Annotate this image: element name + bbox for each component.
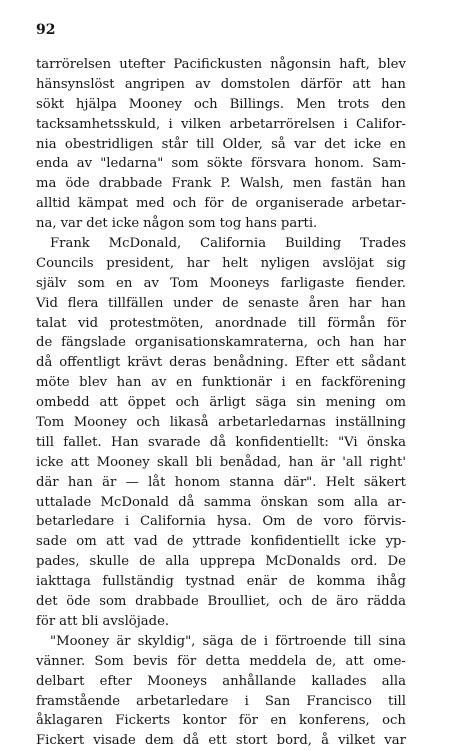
text-line: tacksamhetsskuld, i vilken arbetarrörelsen i Califor-	[36, 116, 406, 132]
text-line: Fickert visade dem då ett stort bord, å vilket var	[36, 733, 406, 749]
text-line: talat vid protestmöten, anordnade till förmån för	[36, 315, 406, 331]
text-line: Frank McDonald, California Building Trades	[50, 236, 406, 252]
text-line: nia obestridligen står till Older, så var det icke en	[36, 136, 406, 152]
text-line: enda av "ledarna" som sökte försvara honom. Sam-	[36, 156, 406, 172]
text-line: Vid flera tillfällen under de senaste åren har han	[36, 295, 406, 311]
text-line: uttalade McDonald då samma önskan som alla ar-	[36, 494, 406, 510]
text-line: iakttaga fullständig tystnad enär de komma ihåg	[36, 574, 406, 590]
text-line: ma öde drabbade Frank P. Walsh, men fastän han	[36, 176, 406, 192]
text-line: sade om att vad de yttrade konfidentiellt icke yp-	[36, 534, 406, 550]
text-line: hänsynslöst angripen av domstolen därför att han	[36, 76, 406, 92]
text-line: det öde som drabbade Broulliet, och de äro rädda	[36, 594, 406, 610]
text-line: själv som en av Tom Mooneys farligaste fiender.	[36, 275, 406, 291]
text-line: möte blev han av en funktionär i en fackförening	[36, 375, 406, 391]
text-line: na, var det icke någon som tog hans parti.	[36, 216, 318, 232]
text-line: tarrörelsen utefter Pacifickusten någonsin haft, blev	[36, 57, 406, 72]
text-line: icke att Mooney skall bli benådad, han är 'all right'	[36, 454, 406, 470]
text-line: då offentligt krävt deras benådning. Efter ett sådant	[36, 355, 406, 371]
page-number: 92	[36, 22, 56, 38]
text-line: alltid kämpat med och för de organiserade arbetar-	[36, 196, 406, 212]
text-line: där han är — låt honom stanna där". Helt säkert	[36, 474, 406, 490]
text-line: betarledare i California hysa. Om de voro förvis-	[36, 514, 406, 530]
text-line: de fängslade organisationskamraterna, och han har	[36, 335, 406, 351]
text-line: åklagaren Fickerts kontor för en konferens, och	[36, 713, 406, 729]
text-line: vänner. Som bevis för detta meddela de, att ome-	[36, 653, 406, 669]
text-line: för att bli avslöjade.	[36, 613, 170, 629]
body-text	[36, 55, 406, 751]
text-line: ombedd att öppet och ärligt säga sin mening om	[36, 395, 406, 411]
text-line: sökt hjälpa Mooney och Billings. Men trots den	[36, 96, 406, 112]
text-line: till fallet. Han svarade då konfidentiellt: "Vi önska	[36, 434, 406, 450]
text-line: framstående arbetarledare i San Francisco till	[36, 693, 406, 709]
text-line: Tom Mooney och likaså arbetarledarnas inställning	[36, 415, 406, 431]
text-line: Councils president, har helt nyligen avslöjat sig	[36, 255, 406, 271]
text-line: delbart efter Mooneys anhållande kallades alla	[36, 673, 406, 689]
text-line: "Mooney är skyldig", säga de i förtroende till sina	[50, 633, 406, 649]
text-line: pades, skulle de alla upprepa McDonalds ord. De	[36, 554, 406, 570]
